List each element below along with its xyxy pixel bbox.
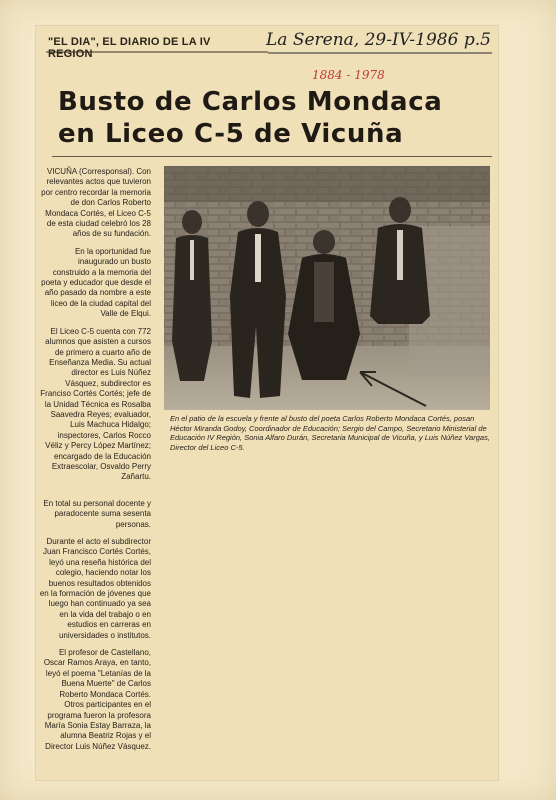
article-paragraph: Durante el acto el subdirector Juan Francisco Cortés Cortés, leyó una reseña histórica del colegio, haciendo notar los buenos resultados obtenidos en la formación de jóvenes que luego han continuado ya sea en la vida del trabajo o en estudios en carreras en universidades o institutos. (39, 537, 151, 640)
article-headline (58, 86, 498, 150)
article-body (39, 167, 151, 759)
article-paragraph: En total su personal docente y paradocente suma sesenta personas. (43, 498, 151, 529)
article-paragraph: En la oportunidad fue inaugurado un busto construido a la memoria del poeta y educador que desde el año pasado da nombre a este liceo de la ciudad capital del Valle de Elqui. (41, 246, 151, 319)
headline-line-1: Busto de Carlos Mondaca (58, 87, 443, 117)
handwritten-date-note: La Serena, 29-IV-1986 p.5 (266, 30, 491, 50)
handwritten-years-note: 1884 - 1978 (312, 68, 385, 82)
group-photo (164, 166, 490, 410)
photo-caption: En el patio de la escuela y frente al busto del poeta Carlos Roberto Mondaca Cortés, posan Héctor Miranda Godoy, Coordinador de Educación; Sergio del Campo, Secretario Ministerial de Educación IV Región, Sonia Alfaro Durán, Secretaria Municipal de Vicuña, y Luis Núñez Vargas, Director del Liceo C-5. (170, 414, 490, 453)
newspaper-masthead: "EL DIA", EL DIARIO DE LA IV REGION (48, 36, 211, 60)
photo-image (164, 166, 490, 410)
article-paragraph: El Liceo C-5 cuenta con 772 alumnos que asisten a cursos de primero a cuarto año de Enseñanza Media. Su actual director es Luis Núñez Vásquez, subdirector es Franciso Cortés Cortés; jefe de la Unidad Técnica es Rosalba Saavedra Reyes; evaluador, Luis Machuca Hidalgo; inspectores, Carlos Rocco Véliz y Percy López Martínez; encargado de la Educación Extraescolar, Osvaldo Perry Zañartu. (40, 326, 151, 482)
article-paragraph: VICUÑA (Corresponsal). Con relevantes actos que tuvieron por centro recordar la memoria de don Carlos Roberto Mondaca Cortés, el Liceo C-5 de esta ciudad celebró los 28 años de su fundación. (41, 167, 151, 239)
headline-rule (52, 155, 492, 158)
article-paragraph: El profesor de Castellano, Oscar Ramos Araya, en tanto, leyó el poema "Letanías de la Buena Muerte" de Carlos Roberto Mondaca Cortés. Otros participantes en el programa fueron la profesora María Sonia Estay Barraza, la alumna Beatriz Rojas y el Director Luis Núñez Vásquez. (43, 648, 151, 751)
masthead-underline (44, 50, 494, 56)
headline-line-2: en Liceo C-5 de Vicuña (58, 119, 404, 149)
